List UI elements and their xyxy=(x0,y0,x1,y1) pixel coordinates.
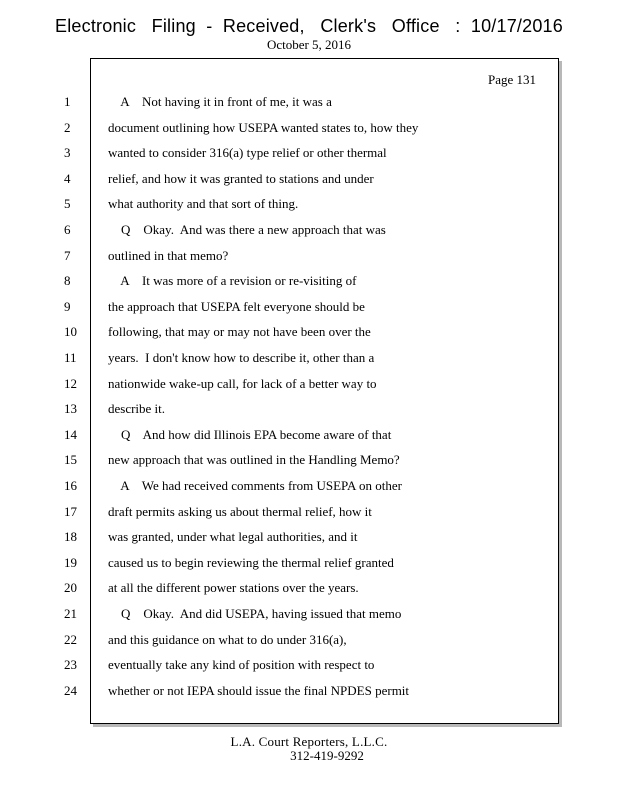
transcript-line-text: caused us to begin reviewing the thermal relief granted xyxy=(108,555,394,570)
transcript-line-text: relief, and how it was granted to stations and under xyxy=(108,171,374,186)
transcript-line-text: Q Okay. And did USEPA, having issued that memo xyxy=(108,606,402,621)
line-number: 19 xyxy=(64,555,77,570)
transcript-line-text: following, that may or may not have been over the xyxy=(108,324,371,339)
line-number: 14 xyxy=(64,427,77,442)
transcript-line-text: A It was more of a revision or re-visiting of xyxy=(108,273,357,288)
line-number: 18 xyxy=(64,529,77,544)
line-number: 24 xyxy=(64,683,77,698)
line-number: 13 xyxy=(64,401,77,416)
transcript-line-text: eventually take any kind of position with respect to xyxy=(108,657,375,672)
footer-phone: 312-419-9292 xyxy=(290,748,364,763)
footer-company: L.A. Court Reporters, L.L.C. xyxy=(230,734,388,749)
transcript-line-text: nationwide wake-up call, for lack of a better way to xyxy=(108,376,377,391)
transcript-line-text: A We had received comments from USEPA on other xyxy=(108,478,402,493)
line-number: 20 xyxy=(64,580,77,595)
line-number: 21 xyxy=(64,606,77,621)
transcript-line-text: new approach that was outlined in the Handling Memo? xyxy=(108,452,400,467)
transcript-line-text: document outlining how USEPA wanted states to, how they xyxy=(108,120,419,135)
line-number: 7 xyxy=(64,248,71,263)
transcript-line-text: and this guidance on what to do under 316(a), xyxy=(108,632,347,647)
transcript-line-text: whether or not IEPA should issue the final NPDES permit xyxy=(108,683,410,698)
line-number: 23 xyxy=(64,657,77,672)
line-number: 11 xyxy=(64,350,77,365)
line-number: 2 xyxy=(64,120,71,135)
line-number: 9 xyxy=(64,299,71,314)
transcript-line-text: at all the different power stations over the years. xyxy=(108,580,359,595)
line-number: 10 xyxy=(64,324,77,339)
line-number: 8 xyxy=(64,273,71,288)
transcript-line-text: Q And how did Illinois EPA become aware of that xyxy=(108,427,392,442)
line-number: 4 xyxy=(64,171,71,186)
line-number: 6 xyxy=(64,222,71,237)
page-number: Page 131 xyxy=(487,72,536,87)
deposition-date: October 5, 2016 xyxy=(266,37,352,52)
transcript-line-text: what authority and that sort of thing. xyxy=(108,196,299,211)
line-number: 5 xyxy=(64,196,71,211)
line-number: 1 xyxy=(64,94,71,109)
line-number: 22 xyxy=(64,632,77,647)
transcript-line-text: Q Okay. And was there a new approach that was xyxy=(108,222,386,237)
line-number: 16 xyxy=(64,478,77,493)
line-number: 3 xyxy=(64,145,71,160)
line-number: 17 xyxy=(64,504,77,519)
transcript-line-text: A Not having it in front of me, it was a xyxy=(108,94,332,109)
transcript-line-text: describe it. xyxy=(108,401,166,416)
line-number: 15 xyxy=(64,452,77,467)
transcript-line-text: wanted to consider 316(a) type relief or other thermal xyxy=(108,145,387,160)
transcript-line-text: outlined in that memo? xyxy=(108,248,229,263)
transcript-line-text: was granted, under what legal authorities, and it xyxy=(108,529,358,544)
filing-stamp: Electronic Filing - Received, Clerk's Office : 10/17/2016 xyxy=(55,16,563,36)
transcript-line-text: draft permits asking us about thermal relief, how it xyxy=(108,504,372,519)
transcript-line-text: the approach that USEPA felt everyone should be xyxy=(108,299,365,314)
line-number: 12 xyxy=(64,376,77,391)
transcript-line-text: years. I don't know how to describe it, other than a xyxy=(108,350,375,365)
